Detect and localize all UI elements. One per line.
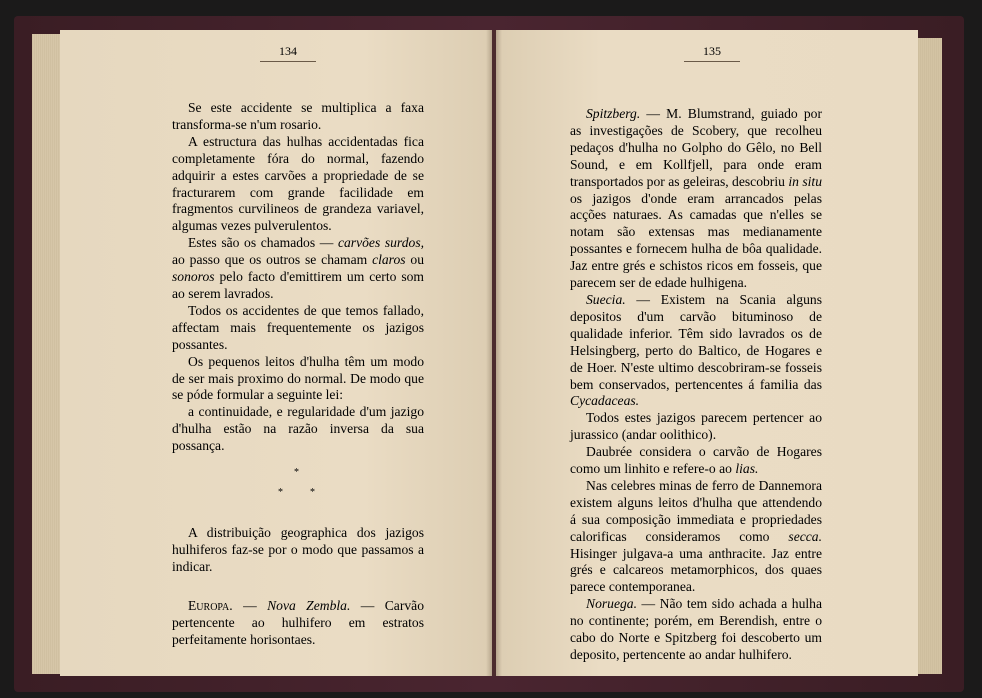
paragraph: Estes são os chamados — carvões surdos, ao passo que os outros se chamam claros ou sonoros pelo facto d'emittirem um certo som ao serem lavrados. <box>172 235 425 301</box>
paragraph: Noruega. — Não tem sido achada a hulha no continente; porém, em Berendish, entre o cabo do Norte e Spitzberg foi descoberto um deposito, pertencente ao andar hulhifero. <box>570 596 822 662</box>
paragraph: a continuidade, e regularidade d'um jazigo d'hulha estão na razão inversa da sua possança. <box>172 404 424 454</box>
asterisk: * <box>294 467 299 479</box>
asterisk: * <box>310 487 315 499</box>
paragraph: Todos os accidentes de que temos fallado, affectam mais frequentemente os jazigos possantes. <box>172 302 424 352</box>
paragraph: Europa. — Nova Zembla. — Carvão pertencente ao hulhifero em estratos perfeitamente horisontaes. <box>172 597 424 647</box>
paragraph: A distribuição geographica dos jazigos hulhiferos faz-se por o modo que passamos a indicar. <box>172 525 424 574</box>
book-gutter <box>486 30 502 676</box>
page-edges-right <box>916 38 942 674</box>
paragraph: Todos estes jazigos parecem pertencer ao jurassico (andar oolithico). <box>570 410 822 443</box>
left-header-rule <box>260 61 316 62</box>
right-page-number: 135 <box>703 44 721 58</box>
right-header-rule <box>684 61 740 62</box>
paragraph: Nas celebres minas de ferro de Dannemora existem alguns leitos d'hulha que attendendo á sua composição immediata e propriedades calorificas consideramos como secca. Hisinger julgava-a uma anthracite. Jaz entre grés e calcareos metamorphicos, dos quaes parece contemporanea. <box>570 477 822 595</box>
asterisk: * <box>278 487 283 499</box>
paragraph: Os pequenos leitos d'hulha têm um modo de ser mais proximo do normal. De modo que se póde formular a seguinte lei: <box>172 353 424 403</box>
paragraph: Daubrée considera o carvão de Hogares como um linhito e refere-o ao lias. <box>570 444 822 477</box>
paragraph: Spitzberg. — M. Blumstrand, guiado por as investigações de Scobery, que recolheu pedaços d'hulha no Golpho do Gêlo, no Bell Sound, e em Kollfjell, para onde eram transportados por as geleiras, descobriu in situ os jazigos d'onde eram arrancados pelas acções naturaes. As camadas que n'elles se notam são extensas mas medianamente possantes e fornecem hulha de bôa qualidade. Jaz entre grés e schistos ricos em fosseis, que parecem ser de edade hulhigena. <box>570 106 822 291</box>
paragraph: Suecia. — Existem na Scania alguns depositos d'um carvão bituminoso de qualidade inferior. Têm sido lavrados os de Helsingberg, perto do Baltico, de Hogares e de Hoer. N'este ultimo descobriram-se fosseis bem conservados, pertencentes á familia das Cycadaceas. <box>570 291 822 409</box>
left-page-number: 134 <box>279 44 297 58</box>
right-page-text <box>570 106 822 664</box>
paragraph: A estructura das hulhas accidentadas fica completamente fóra do normal, fazendo adquirir a estes carvões a propriedade de se fracturarem com grande facilidade em fragmentos curvilineos de grandeza variavel, algumas vezes pulverulentos. <box>172 133 424 234</box>
paragraph: Se este accidente se multiplica a faxa transforma-se n'um rosario. <box>172 100 424 132</box>
section-stars <box>172 455 424 525</box>
page-edges-left <box>32 34 62 674</box>
left-page-text <box>172 100 424 648</box>
